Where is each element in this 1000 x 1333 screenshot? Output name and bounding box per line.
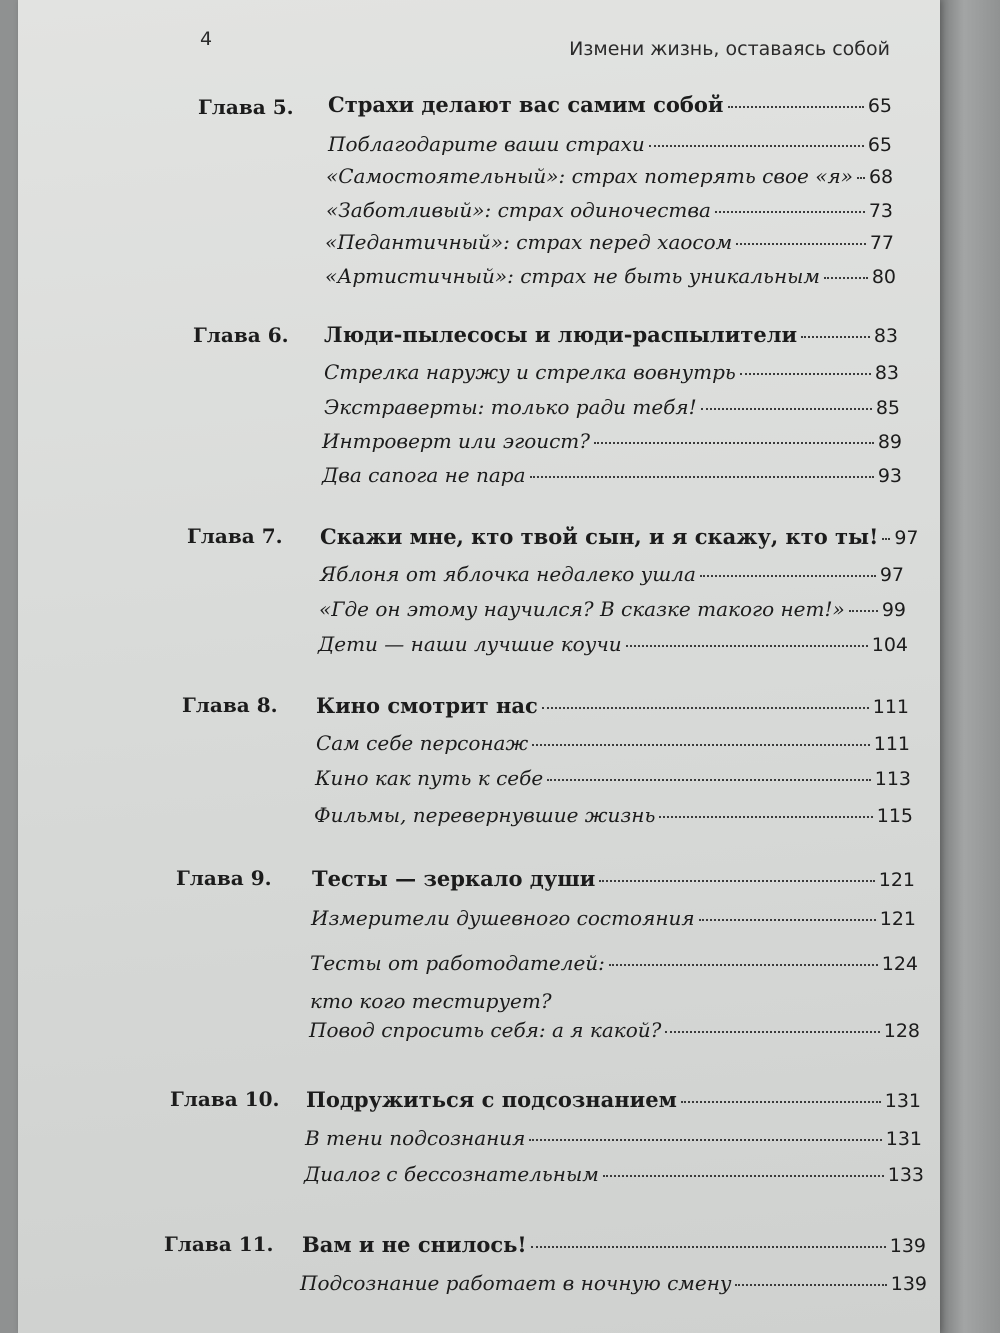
page-ref: 83: [874, 362, 899, 384]
section-title: Диалог с бессознательным: [304, 1162, 599, 1186]
section-title: Экстраверты: только ради тебя!: [324, 395, 697, 419]
chapter-title: Кино смотрит нас: [316, 693, 538, 718]
chapter-title: Скажи мне, кто твой сын, и я скажу, кто ты!: [320, 524, 879, 549]
chapter-title: Страхи делают вас самим собой: [328, 92, 724, 117]
dot-leader: [530, 476, 874, 478]
dot-leader: [609, 964, 878, 966]
section-title: Яблоня от яблочка недалеко ушла: [320, 562, 696, 586]
section-title: «Самостоятельный»: страх потерять свое «я»: [326, 164, 853, 188]
chapter-title: Подружиться с подсознанием: [306, 1087, 677, 1112]
section-entry: [300, 1271, 927, 1295]
dot-leader: [740, 373, 871, 375]
page-ref: 89: [877, 431, 902, 453]
chapter-label: Глава 11.: [164, 1232, 274, 1256]
section-title: Сам себе персонаж: [316, 731, 529, 755]
dot-leader: [659, 816, 872, 818]
dot-leader: [701, 408, 872, 410]
page-ref: 65: [867, 134, 892, 156]
dot-leader: [882, 538, 890, 540]
page-ref: 68: [868, 166, 894, 188]
section-title: В тени подсознания: [305, 1126, 526, 1150]
chapter-title: Люди-пылесосы и люди-распылители: [324, 322, 798, 347]
chapter-label: Глава 9.: [176, 866, 272, 890]
section-title: Поблагодарите ваши страхи: [328, 132, 645, 156]
page-ref: 139: [889, 1235, 926, 1257]
dot-leader: [681, 1101, 881, 1103]
page-ref: 65: [867, 95, 892, 117]
page-ref: 97: [894, 527, 919, 549]
chapter-label: Глава 7.: [187, 524, 283, 548]
dot-leader: [824, 277, 868, 279]
dot-leader: [542, 707, 869, 709]
page-ref: 85: [875, 397, 900, 419]
section-entry: [326, 164, 892, 188]
page-ref: 131: [884, 1090, 921, 1112]
page-ref: 73: [868, 200, 893, 222]
section-entry: [318, 632, 908, 656]
section-entry: [325, 264, 896, 288]
chapter-entry: [324, 322, 898, 347]
dot-leader: [547, 779, 871, 781]
page-ref: 121: [879, 908, 916, 930]
chapter-label: Глава 8.: [182, 693, 278, 717]
running-title: Измени жизнь, оставаясь собой: [569, 38, 890, 60]
page-ref: 128: [883, 1020, 920, 1042]
section-entry: [305, 1126, 922, 1150]
chapter-label: Глава 10.: [170, 1087, 280, 1111]
dot-leader: [735, 1284, 886, 1286]
page-ref: 121: [878, 869, 915, 891]
section-title: Фильмы, перевернувшие жизнь: [314, 803, 656, 827]
chapter-entry: [316, 693, 909, 718]
dot-leader: [849, 610, 878, 612]
page-ref: 77: [869, 232, 894, 254]
section-entry: [325, 230, 894, 254]
dot-leader: [626, 645, 868, 647]
dot-leader: [801, 336, 870, 338]
section-entry: [324, 360, 899, 384]
page-edge: [940, 0, 1000, 1333]
chapter-title: Тесты — зеркало души: [312, 866, 596, 891]
dot-leader: [700, 575, 876, 577]
dot-leader: [603, 1175, 884, 1177]
page-ref: 83: [873, 325, 898, 347]
section-entry: [322, 429, 902, 453]
section-entry: [320, 562, 904, 586]
page-ref: 99: [881, 599, 906, 621]
section-title: Повод спросить себя: а я какой?: [309, 1018, 662, 1042]
section-entry: [328, 132, 892, 156]
page-ref: 97: [879, 564, 904, 586]
section-title-cont: кто кого тестирует?: [310, 989, 552, 1013]
chapter-label: Глава 5.: [198, 95, 294, 119]
page-ref: 113: [874, 768, 911, 790]
chapter-title: Вам и не снилось!: [302, 1232, 527, 1257]
section-title: Дети — наши лучшие коучи: [318, 632, 622, 656]
section-title: Интроверт или эгоист?: [322, 429, 590, 453]
dot-leader: [531, 1246, 886, 1248]
section-entry: [309, 1018, 920, 1042]
dot-leader: [529, 1139, 881, 1141]
page-ref: 93: [877, 465, 902, 487]
section-entry: [324, 395, 900, 419]
dot-leader: [699, 919, 876, 921]
section-entry: [310, 944, 918, 1020]
section-title: Стрелка наружу и стрелка вовнутрь: [324, 360, 736, 384]
section-entry: [326, 198, 893, 222]
page-ref: 139: [890, 1273, 927, 1295]
section-entry: [314, 803, 913, 827]
section-entry: [316, 731, 910, 755]
section-entry: [322, 463, 902, 487]
dot-leader: [715, 211, 865, 213]
page-ref: 133: [887, 1164, 924, 1186]
chapter-entry: [306, 1087, 921, 1112]
dot-leader: [665, 1031, 879, 1033]
section-title: «Заботливый»: страх одиночества: [326, 198, 711, 222]
chapter-entry: [302, 1232, 926, 1257]
dot-leader: [594, 442, 874, 444]
dot-leader: [599, 880, 874, 882]
section-title: Измерители душевного состояния: [311, 906, 695, 930]
page-ref: 111: [872, 696, 909, 718]
dot-leader: [532, 744, 870, 746]
section-title: «Где он этому научился? В сказке такого нет!»: [319, 597, 845, 621]
chapter-label: Глава 6.: [193, 323, 289, 347]
page-ref: 80: [871, 266, 896, 288]
section-title: «Педантичный»: страх перед хаосом: [325, 230, 733, 254]
page-ref: 131: [885, 1128, 922, 1150]
dot-leader: [736, 243, 866, 245]
chapter-entry: [312, 866, 915, 891]
page-ref: 124: [881, 953, 918, 975]
section-title: Два сапога не пара: [322, 463, 526, 487]
section-title: «Артистичный»: страх не быть уникальным: [325, 264, 820, 288]
page-number: 4: [200, 28, 213, 50]
dot-leader: [857, 177, 865, 179]
section-entry: [304, 1162, 924, 1186]
page-ref: 104: [871, 634, 908, 656]
section-entry: [315, 766, 911, 790]
section-entry: [319, 597, 906, 621]
page-ref: 111: [873, 733, 910, 755]
section-title: Тесты от работодателей:: [310, 951, 605, 975]
section-entry: [311, 906, 916, 930]
section-title: Кино как путь к себе: [315, 766, 544, 790]
section-title: Подсознание работает в ночную смену: [300, 1271, 732, 1295]
chapter-entry: [320, 524, 919, 549]
dot-leader: [728, 106, 864, 108]
chapter-entry: [328, 92, 892, 117]
page-ref: 115: [876, 805, 913, 827]
dot-leader: [649, 145, 864, 147]
section-title-multiline: [310, 944, 605, 1020]
